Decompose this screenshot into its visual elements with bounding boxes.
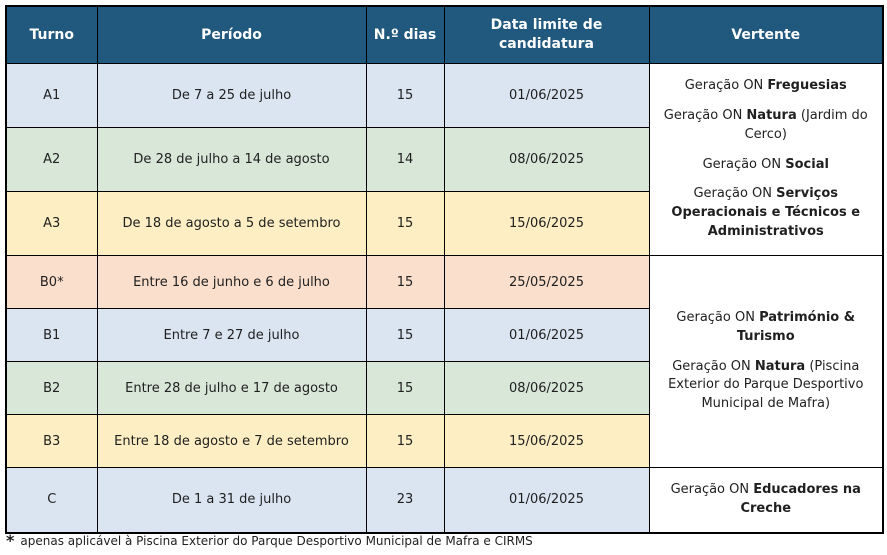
footnote-text: apenas aplicável à Piscina Exterior do Parque Desportivo Municipal de Mafra e CIRMS (20, 534, 533, 548)
header-data-limite: Data limite de candidatura (444, 6, 649, 64)
vertente-entry: Geração ON Freguesias (684, 78, 847, 94)
cell-turno: A3 (6, 192, 97, 256)
cell-data-limite: 08/06/2025 (444, 128, 649, 192)
vertente-cell-group-b (649, 256, 883, 468)
cell-periodo: De 18 de agosto a 5 de setembro (97, 192, 366, 256)
table-row (6, 256, 883, 309)
table-row (6, 64, 883, 128)
cell-dias: 23 (366, 468, 444, 533)
cell-periodo: Entre 16 de junho e 6 de julho (97, 256, 366, 309)
cell-data-limite: 01/06/2025 (444, 309, 649, 362)
cell-turno: A1 (6, 64, 97, 128)
footnote-asterisk: * (6, 531, 15, 550)
vertente-entry: Geração ON Natura (Jardim do Cerco) (663, 107, 868, 142)
header-vertente: Vertente (649, 6, 883, 64)
header-row (6, 6, 883, 64)
cell-dias: 15 (366, 362, 444, 415)
footnote (6, 531, 533, 550)
cell-dias: 14 (366, 128, 444, 192)
table-row (6, 468, 883, 533)
vertente-entry: Geração ON Património & Turismo (676, 309, 856, 344)
cell-dias: 15 (366, 415, 444, 468)
cell-dias: 15 (366, 256, 444, 309)
cell-dias: 15 (366, 64, 444, 128)
vertente-cell-group-a (649, 64, 883, 256)
cell-data-limite: 08/06/2025 (444, 362, 649, 415)
shifts-schedule-table (5, 5, 884, 534)
cell-turno: B1 (6, 309, 97, 362)
header-num-dias: N.º dias (366, 6, 444, 64)
cell-periodo: Entre 28 de julho e 17 de agosto (97, 362, 366, 415)
vertente-entry: Geração ON Natura (Piscina Exterior do Parque Desportivo Municipal de Mafra) (668, 358, 864, 412)
header-periodo: Período (97, 6, 366, 64)
cell-turno: B0* (6, 256, 97, 309)
cell-periodo: De 7 a 25 de julho (97, 64, 366, 128)
header-turno: Turno (6, 6, 97, 64)
cell-dias: 15 (366, 192, 444, 256)
cell-turno: C (6, 468, 97, 533)
vertente-entry: Geração ON Social (702, 156, 829, 172)
cell-data-limite: 01/06/2025 (444, 64, 649, 128)
cell-periodo: De 28 de julho a 14 de agosto (97, 128, 366, 192)
vertente-entry: Geração ON Serviços Operacionais e Técnicos e Administrativos (671, 186, 861, 240)
vertente-cell-group-c (649, 468, 883, 533)
vertente-entry: Geração ON Educadores na Creche (670, 482, 861, 516)
cell-data-limite: 15/06/2025 (444, 192, 649, 256)
cell-turno: B2 (6, 362, 97, 415)
cell-data-limite: 15/06/2025 (444, 415, 649, 468)
cell-data-limite: 25/05/2025 (444, 256, 649, 309)
cell-periodo: Entre 18 de agosto e 7 de setembro (97, 415, 366, 468)
cell-periodo: De 1 a 31 de julho (97, 468, 366, 533)
cell-data-limite: 01/06/2025 (444, 468, 649, 533)
cell-periodo: Entre 7 e 27 de julho (97, 309, 366, 362)
cell-turno: A2 (6, 128, 97, 192)
cell-dias: 15 (366, 309, 444, 362)
cell-turno: B3 (6, 415, 97, 468)
